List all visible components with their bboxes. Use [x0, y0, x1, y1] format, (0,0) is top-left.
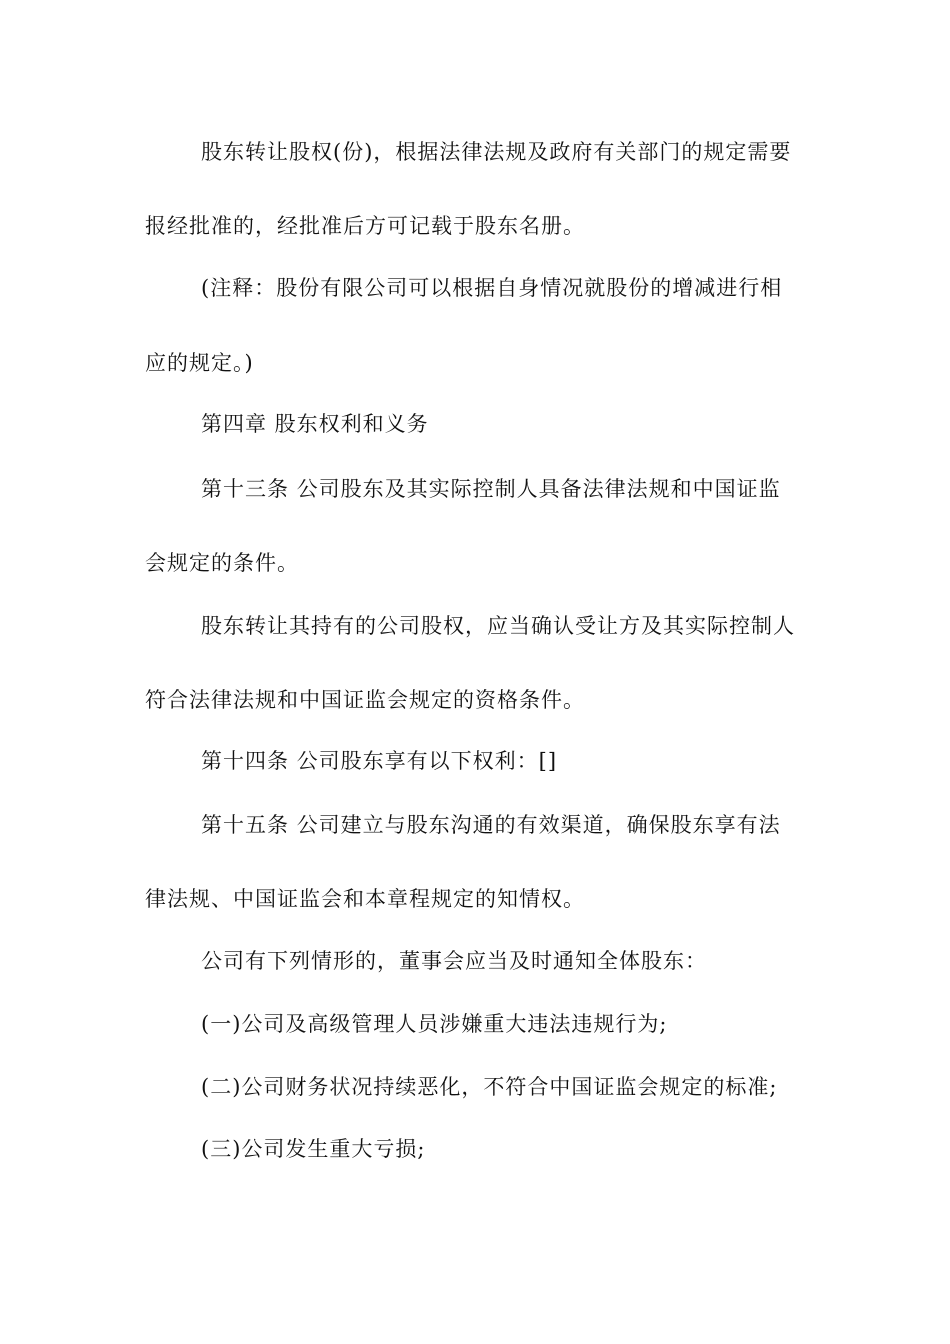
list-item: (一)公司及高级管理人员涉嫌重大违法违规行为; — [201, 1012, 668, 1036]
article-15: 第十五条 公司建立与股东沟通的有效渠道，确保股东享有法 — [201, 813, 781, 837]
paragraph-line: 股东转让其持有的公司股权，应当确认受让方及其实际控制人 — [201, 614, 795, 638]
list-item: (三)公司发生重大亏损; — [201, 1137, 426, 1161]
chapter-heading: 第四章 股东权利和义务 — [201, 412, 429, 436]
paragraph-line: 应的规定。) — [145, 351, 254, 375]
paragraph-line: 会规定的条件。 — [145, 551, 299, 575]
paragraph-line: 股东转让股权(份)，根据法律法规及政府有关部门的规定需要 — [201, 140, 792, 164]
paragraph-line: (注释：股份有限公司可以根据自身情况就股份的增减进行相 — [201, 276, 783, 300]
paragraph-line: 律法规、中国证监会和本章程规定的知情权。 — [145, 887, 585, 911]
paragraph-line: 符合法律法规和中国证监会规定的资格条件。 — [145, 688, 585, 712]
paragraph-line: 报经批准的，经批准后方可记载于股东名册。 — [145, 214, 585, 238]
paragraph-line: 公司有下列情形的，董事会应当及时通知全体股东： — [201, 949, 707, 973]
list-item: (二)公司财务状况持续恶化，不符合中国证监会规定的标准; — [201, 1075, 778, 1099]
article-13: 第十三条 公司股东及其实际控制人具备法律法规和中国证监 — [201, 477, 781, 501]
article-14: 第十四条 公司股东享有以下权利：[] — [201, 749, 558, 773]
